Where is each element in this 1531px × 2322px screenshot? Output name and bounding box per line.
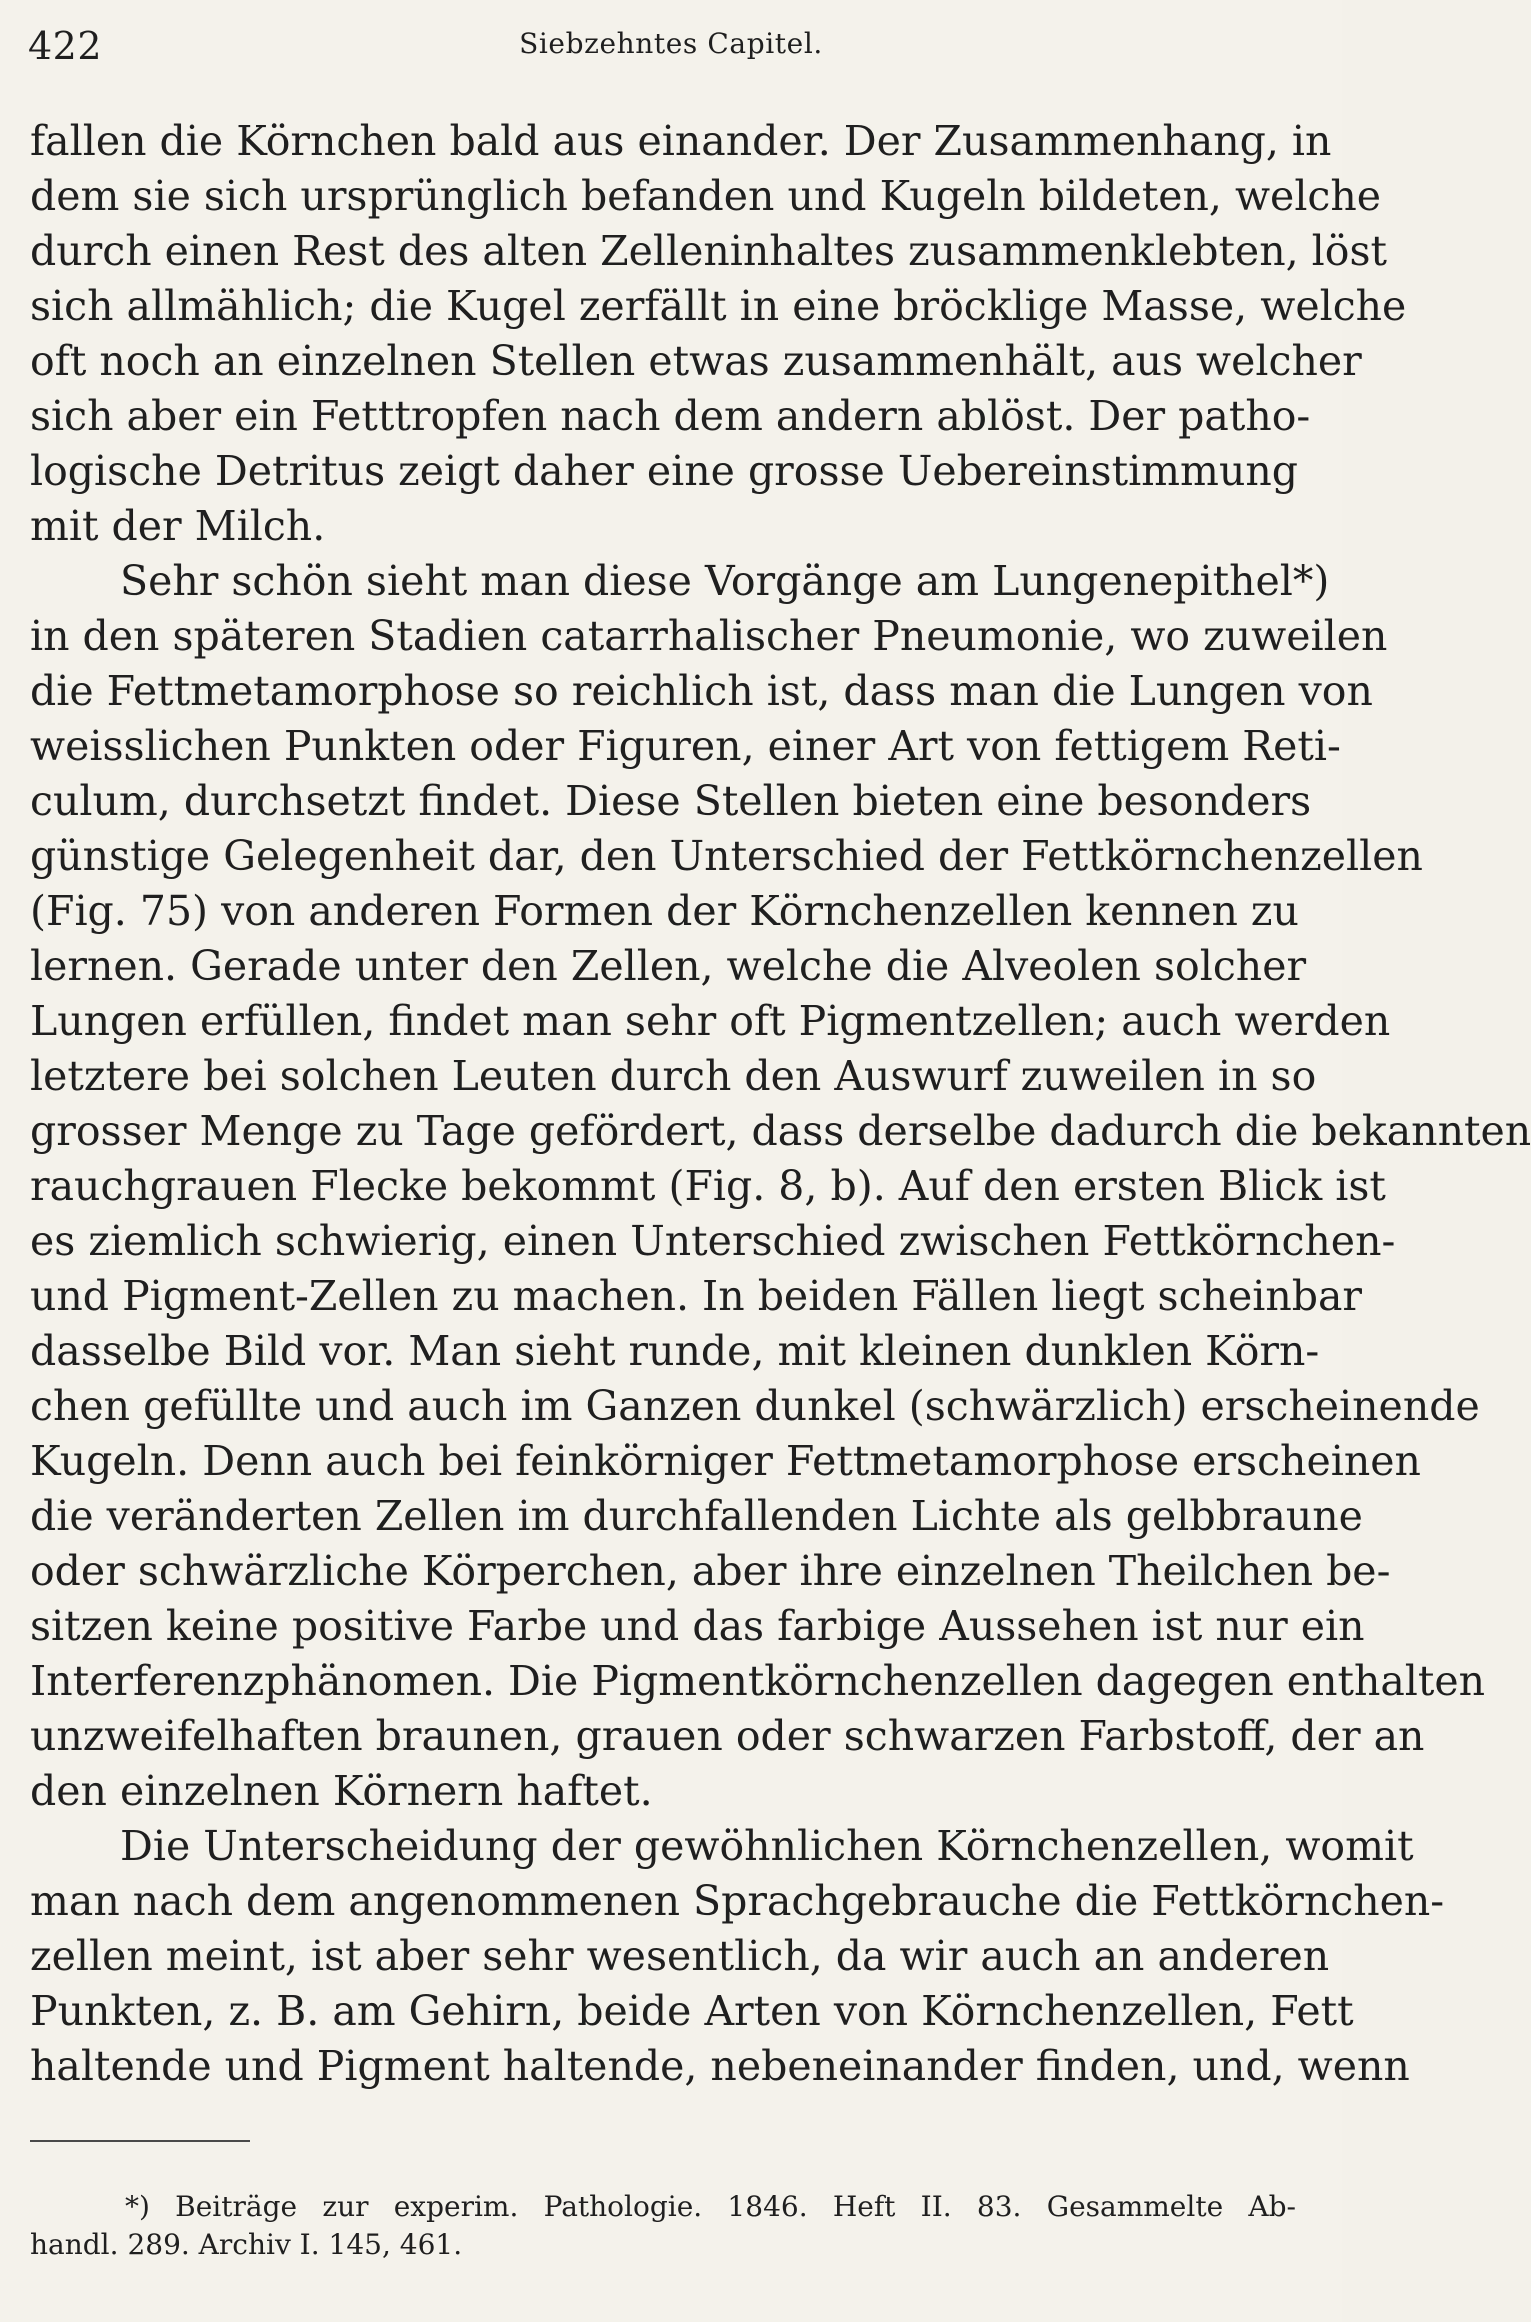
text-line: letztere bei solchen Leuten durch den Auswurf zuweilen in so [30, 1052, 1317, 1100]
text-line: rauchgrauen Flecke bekommt (Fig. 8, b). Auf den ersten Blick ist [30, 1162, 1386, 1210]
footnote-block [30, 2188, 1296, 2264]
body-text [30, 114, 1531, 2094]
text-line: logische Detritus zeigt daher eine grosse Uebereinstimmung [30, 447, 1298, 495]
text-line: lernen. Gerade unter den Zellen, welche die Alveolen solcher [30, 942, 1307, 990]
text-line: mit der Milch. [30, 502, 326, 550]
text-line: weisslichen Punkten oder Figuren, einer Art von fettigem Reti- [30, 722, 1341, 770]
text-line: die veränderten Zellen im durchfallenden Lichte als gelbbraune [30, 1492, 1363, 1540]
text-line: haltende und Pigment haltende, nebeneinander finden, und, wenn [30, 2042, 1410, 2090]
text-line: oder schwärzliche Körperchen, aber ihre einzelnen Theilchen be- [30, 1547, 1391, 1595]
footnote-line: handl. 289. Archiv I. 145, 461. [30, 2228, 463, 2261]
page-number: 422 [28, 24, 103, 68]
text-line: und Pigment-Zellen zu machen. In beiden Fällen liegt scheinbar [30, 1272, 1363, 1320]
text-line: Lungen erfüllen, findet man sehr oft Pigmentzellen; auch werden [30, 997, 1391, 1045]
text-line: sitzen keine positive Farbe und das farbige Aussehen ist nur ein [30, 1602, 1365, 1650]
text-line: durch einen Rest des alten Zelleninhaltes zusammenklebten, löst [30, 227, 1387, 275]
text-line: dem sie sich ursprünglich befanden und Kugeln bildeten, welche [30, 172, 1382, 220]
running-head [28, 24, 1314, 74]
text-line: fallen die Körnchen bald aus einander. Der Zusammenhang, in [30, 117, 1332, 165]
chapter-title: Siebzehntes Capitel. [519, 27, 823, 60]
footnote-line: *) Beiträge zur experim. Pathologie. 1846. Heft II. 83. Gesammelte Ab- [125, 2190, 1296, 2223]
text-line: sich aber ein Fetttropfen nach dem andern ablöst. Der patho- [30, 392, 1311, 440]
text-line: den einzelnen Körnern haftet. [30, 1767, 653, 1815]
text-line: dasselbe Bild vor. Man sieht runde, mit kleinen dunklen Körn- [30, 1327, 1320, 1375]
text-line: Punkten, z. B. am Gehirn, beide Arten von Körnchenzellen, Fett [30, 1987, 1354, 2035]
text-line: es ziemlich schwierig, einen Unterschied zwischen Fettkörnchen- [30, 1217, 1396, 1265]
footnote-divider [30, 2140, 250, 2142]
text-line: zellen meint, ist aber sehr wesentlich, da wir auch an anderen [30, 1932, 1330, 1980]
text-line: chen gefüllte und auch im Ganzen dunkel (schwärzlich) erscheinende [30, 1382, 1480, 1430]
text-line: die Fettmetamorphose so reichlich ist, dass man die Lungen von [30, 667, 1373, 715]
text-line: oft noch an einzelnen Stellen etwas zusammenhält, aus welcher [30, 337, 1362, 385]
text-line: unzweifelhaften braunen, grauen oder schwarzen Farbstoff, der an [30, 1712, 1425, 1760]
text-line: sich allmählich; die Kugel zerfällt in eine bröcklige Masse, welche [30, 282, 1407, 330]
text-line: Die Unterscheidung der gewöhnlichen Körnchenzellen, womit [120, 1822, 1414, 1870]
text-line: Interferenzphänomen. Die Pigmentkörnchenzellen dagegen enthalten [30, 1657, 1486, 1705]
text-line: culum, durchsetzt findet. Diese Stellen bieten eine besonders [30, 777, 1312, 825]
text-line: Sehr schön sieht man diese Vorgänge am Lungenepithel*) [120, 557, 1330, 605]
text-line: grosser Menge zu Tage gefördert, dass derselbe dadurch die bekannten [30, 1107, 1531, 1155]
text-line: (Fig. 75) von anderen Formen der Körnchenzellen kennen zu [30, 887, 1299, 935]
text-line: man nach dem angenommenen Sprachgebrauche die Fettkörnchen- [30, 1877, 1445, 1925]
text-line: Kugeln. Denn auch bei feinkörniger Fettmetamorphose erscheinen [30, 1437, 1421, 1485]
text-line: in den späteren Stadien catarrhalischer Pneumonie, wo zuweilen [30, 612, 1388, 660]
text-line: günstige Gelegenheit dar, den Unterschied der Fettkörnchenzellen [30, 832, 1423, 880]
